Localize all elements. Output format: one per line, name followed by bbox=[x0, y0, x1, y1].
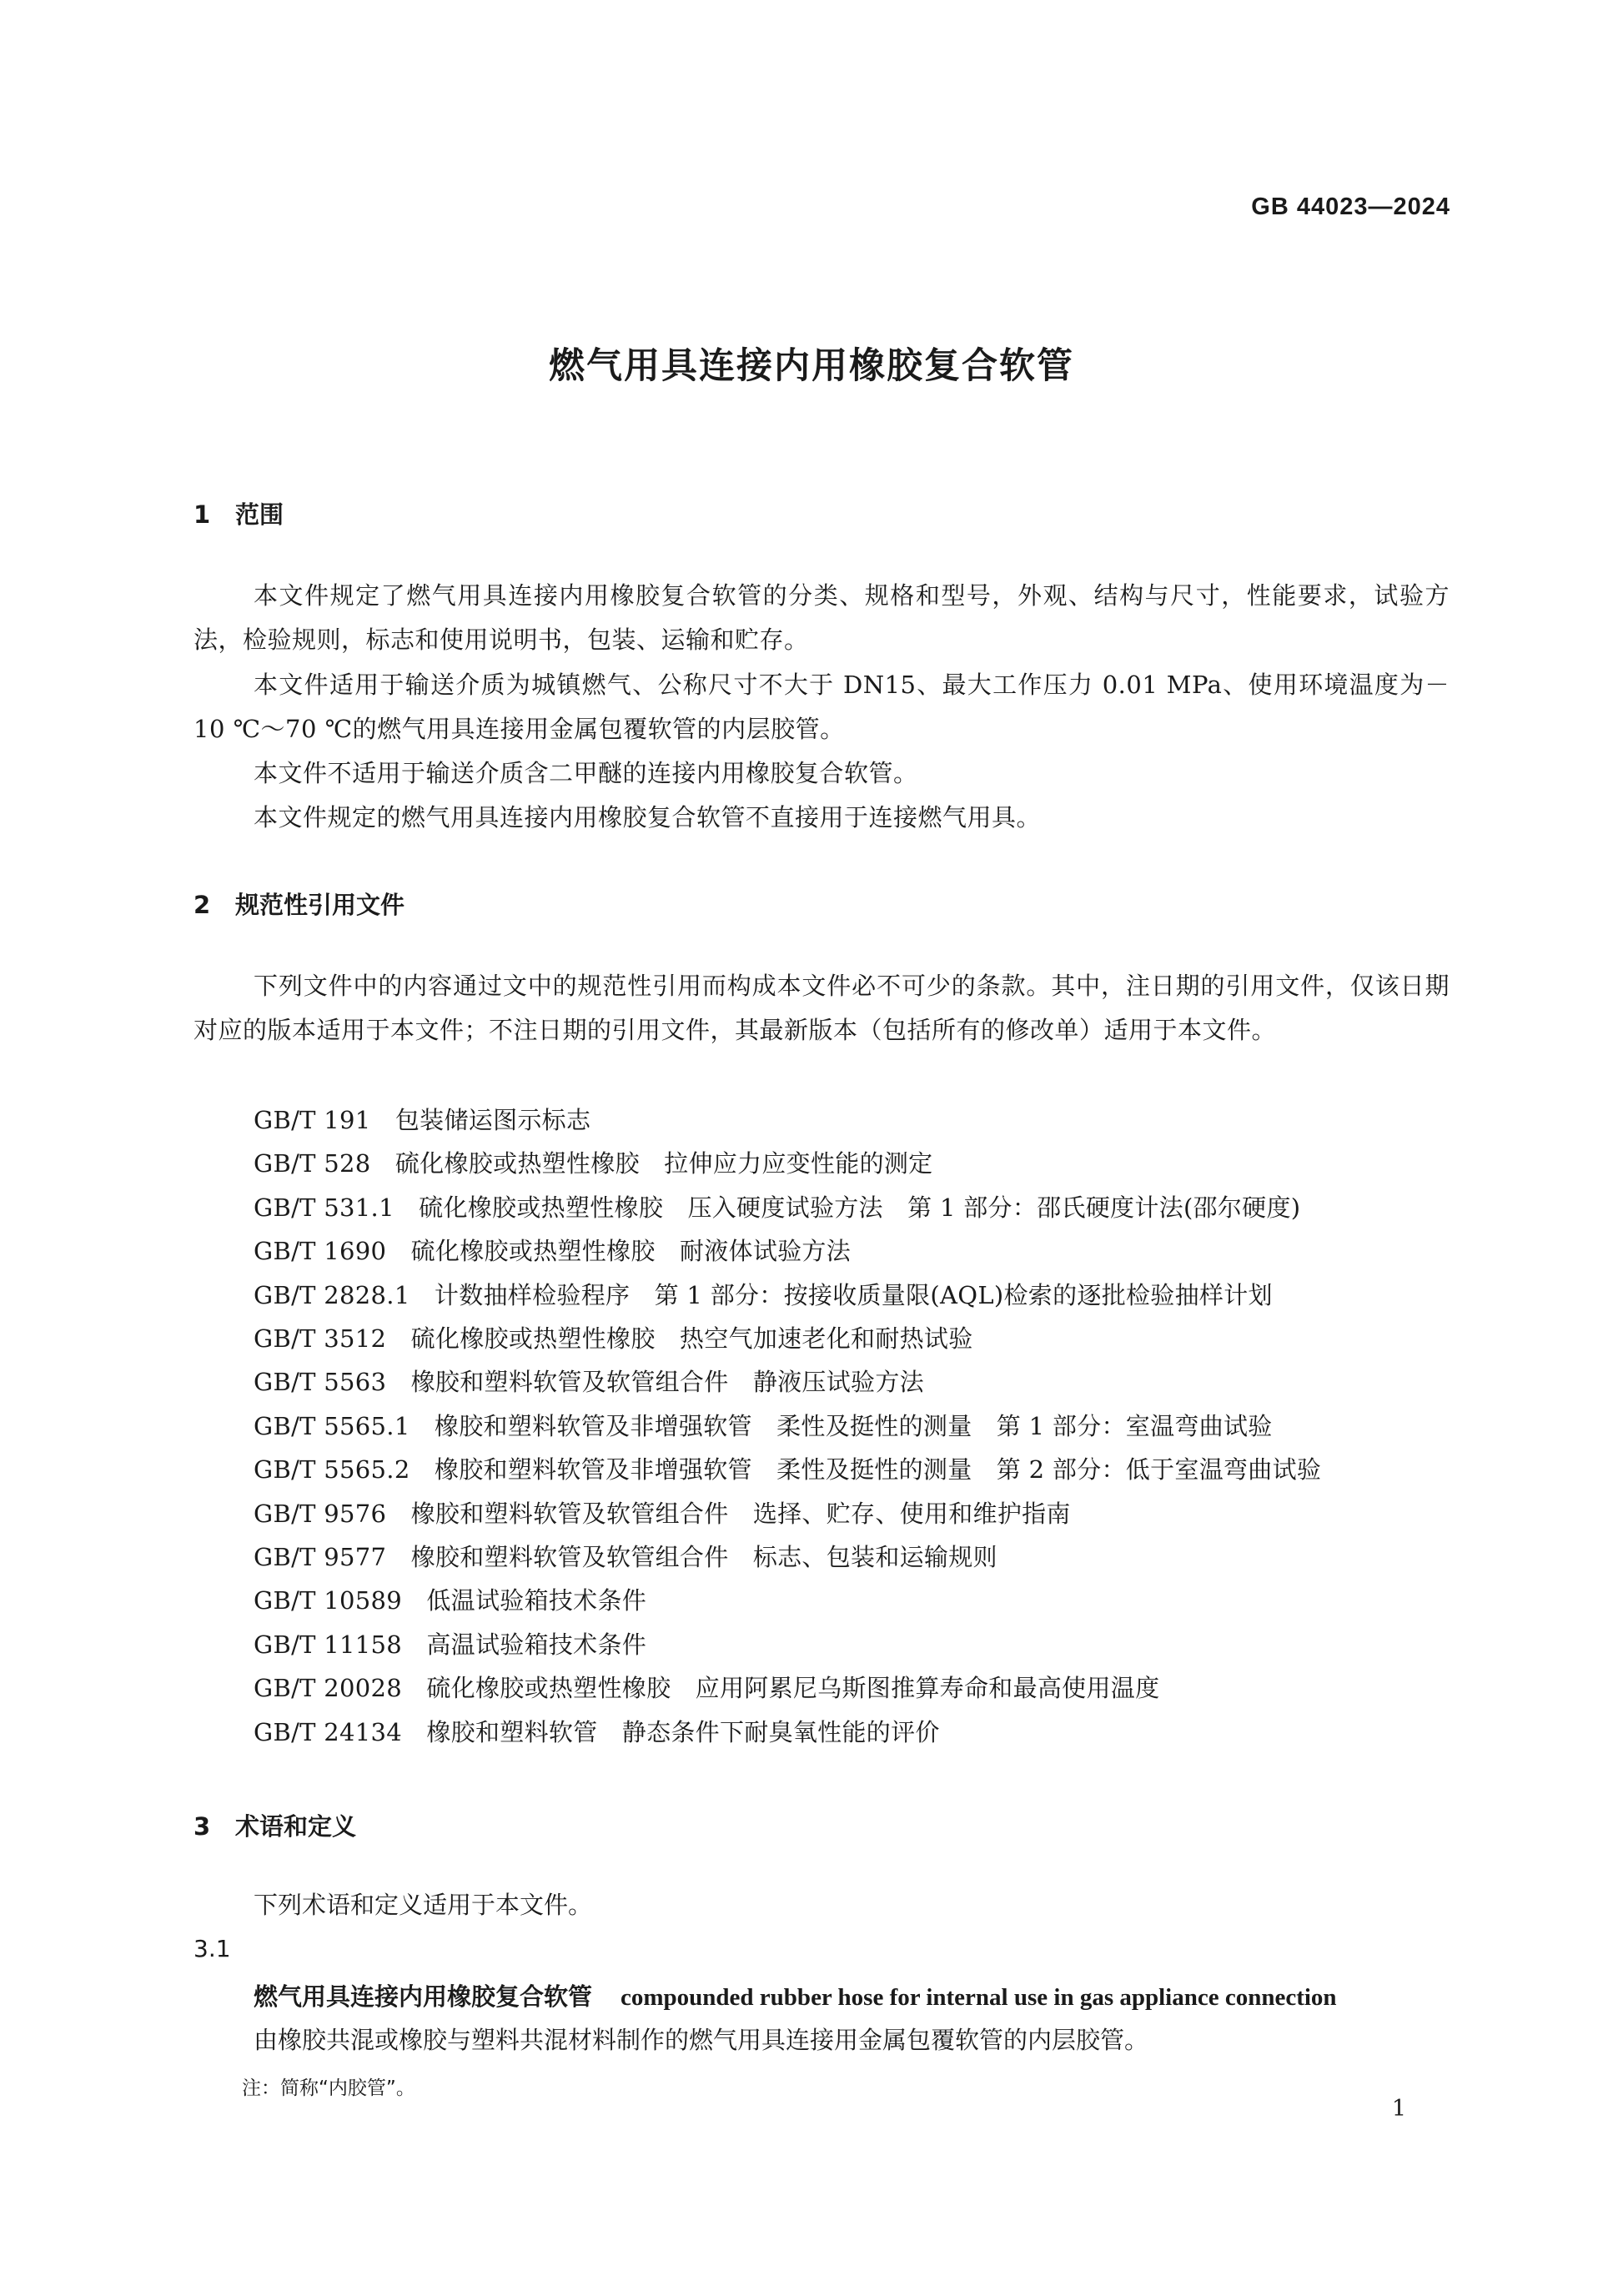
page-number: 1 bbox=[1391, 2096, 1406, 2122]
reference-item bbox=[254, 1626, 646, 1660]
reference-title: 高温试验箱技术条件 bbox=[426, 1630, 647, 1659]
reference-item bbox=[254, 1145, 932, 1179]
reference-title: 硫化橡胶或热塑性橡胶 拉伸应力应变性能的测定 bbox=[394, 1149, 933, 1178]
paragraph: 下列术语和定义适用于本文件。 bbox=[254, 1891, 593, 1919]
reference-code: GB/T 1690 bbox=[254, 1237, 387, 1266]
reference-title: 硫化橡胶或热塑性橡胶 耐液体试验方法 bbox=[410, 1237, 852, 1266]
reference-title: 橡胶和塑料软管及非增强软管 柔性及挺性的测量 第 2 部分：低于室温弯曲试验 bbox=[434, 1455, 1322, 1485]
section-title: 范围 bbox=[235, 500, 284, 529]
reference-title: 包装储运图示标志 bbox=[394, 1106, 591, 1134]
reference-code: GB/T 9577 bbox=[254, 1543, 387, 1571]
reference-code: GB/T 531.1 bbox=[254, 1193, 394, 1222]
paragraph: 本文件规定了燃气用具连接内用橡胶复合软管的分类、规格和型号，外观、结构与尺寸，性能要求，试验方法，检验规则，标志和使用说明书，包装、运输和贮存。 bbox=[193, 581, 1450, 654]
reference-code: GB/T 5565.1 bbox=[254, 1411, 410, 1440]
reference-item bbox=[254, 1320, 973, 1354]
section-number: 3 bbox=[193, 1812, 211, 1841]
document-title: 燃气用具连接内用橡胶复合软管 bbox=[549, 345, 1074, 387]
section-title: 规范性引用文件 bbox=[235, 891, 405, 919]
section-2-heading bbox=[193, 887, 404, 921]
term-definition: 由橡胶共混或橡胶与塑料共混材料制作的燃气用具连接用金属包覆软管的内层胶管。 bbox=[254, 2026, 1149, 2054]
reference-item bbox=[254, 1233, 851, 1267]
reference-item bbox=[254, 1277, 1273, 1311]
reference-title: 橡胶和塑料软管及软管组合件 标志、包装和运输规则 bbox=[410, 1543, 997, 1571]
term-english: compounded rubber hose for internal use in gas appliance connection bbox=[621, 1984, 1337, 2011]
reference-title: 硫化橡胶或热塑性橡胶 应用阿累尼乌斯图推算寿命和最高使用温度 bbox=[426, 1674, 1160, 1703]
reference-code: GB/T 20028 bbox=[254, 1674, 403, 1703]
section-number: 1 bbox=[193, 500, 211, 529]
reference-code: GB/T 5563 bbox=[254, 1368, 387, 1397]
reference-code: GB/T 5565.2 bbox=[254, 1455, 410, 1485]
reference-title: 橡胶和塑料软管及非增强软管 柔性及挺性的测量 第 1 部分：室温弯曲试验 bbox=[434, 1411, 1273, 1440]
reference-item bbox=[254, 1582, 646, 1616]
reference-item bbox=[254, 1189, 1300, 1223]
reference-title: 橡胶和塑料软管及软管组合件 静液压试验方法 bbox=[410, 1368, 924, 1397]
reference-item bbox=[254, 1539, 997, 1573]
paragraph: 本文件不适用于输送介质含二甲醚的连接内用橡胶复合软管。 bbox=[254, 759, 918, 787]
document-number: GB 44023—2024 bbox=[1251, 193, 1450, 220]
reference-item bbox=[254, 1670, 1159, 1704]
paragraph: 下列文件中的内容通过文中的规范性引用而构成本文件必不可少的条款。其中，注日期的引用文件，仅该日期对应的版本适用于本文件；不注日期的引用文件，其最新版本（包括所有的修改单）适用于本文件。 bbox=[193, 972, 1450, 1044]
section-number: 2 bbox=[193, 891, 211, 919]
reference-item bbox=[254, 1451, 1321, 1485]
reference-title: 橡胶和塑料软管 静态条件下耐臭氧性能的评价 bbox=[426, 1717, 940, 1746]
section-1-heading bbox=[193, 496, 284, 530]
reference-item bbox=[254, 1408, 1273, 1442]
paragraph: 本文件适用于输送介质为城镇燃气、公称尺寸不大于 DN15、最大工作压力 0.01 MPa、使用环境温度为－10 ℃～70 ℃的燃气用具连接用金属包覆软管的内层胶管。 bbox=[193, 671, 1450, 743]
reference-item bbox=[254, 1364, 924, 1398]
reference-title: 硫化橡胶或热塑性橡胶 压入硬度试验方法 第 1 部分：邵氏硬度计法(邵尔硬度) bbox=[419, 1193, 1301, 1222]
reference-code: GB/T 2828.1 bbox=[254, 1280, 410, 1309]
reference-item bbox=[254, 1102, 590, 1136]
section-3-heading bbox=[193, 1808, 356, 1842]
reference-title: 硫化橡胶或热塑性橡胶 热空气加速老化和耐热试验 bbox=[410, 1324, 973, 1353]
term-chinese: 燃气用具连接内用橡胶复合软管 bbox=[254, 1982, 593, 2011]
paragraph: 本文件规定的燃气用具连接内用橡胶复合软管不直接用于连接燃气用具。 bbox=[254, 803, 1042, 831]
reference-code: GB/T 9576 bbox=[254, 1499, 387, 1528]
reference-item bbox=[254, 1495, 1071, 1530]
reference-code: GB/T 3512 bbox=[254, 1324, 387, 1353]
reference-title: 低温试验箱技术条件 bbox=[426, 1586, 647, 1615]
reference-code: GB/T 528 bbox=[254, 1149, 371, 1178]
reference-code: GB/T 24134 bbox=[254, 1717, 403, 1746]
section-title: 术语和定义 bbox=[235, 1812, 357, 1841]
reference-title: 计数抽样检验程序 第 1 部分：按接收质量限(AQL)检索的逐批检验抽样计划 bbox=[434, 1280, 1273, 1309]
reference-item bbox=[254, 1714, 940, 1748]
reference-code: GB/T 10589 bbox=[254, 1586, 403, 1615]
term-note: 注：简称“内胶管”。 bbox=[242, 2077, 415, 2099]
reference-code: GB/T 191 bbox=[254, 1106, 371, 1134]
term-number: 3.1 bbox=[193, 1935, 231, 1962]
reference-code: GB/T 11158 bbox=[254, 1630, 403, 1659]
reference-title: 橡胶和塑料软管及软管组合件 选择、贮存、使用和维护指南 bbox=[410, 1499, 1071, 1528]
term-entry bbox=[254, 1978, 1337, 2012]
